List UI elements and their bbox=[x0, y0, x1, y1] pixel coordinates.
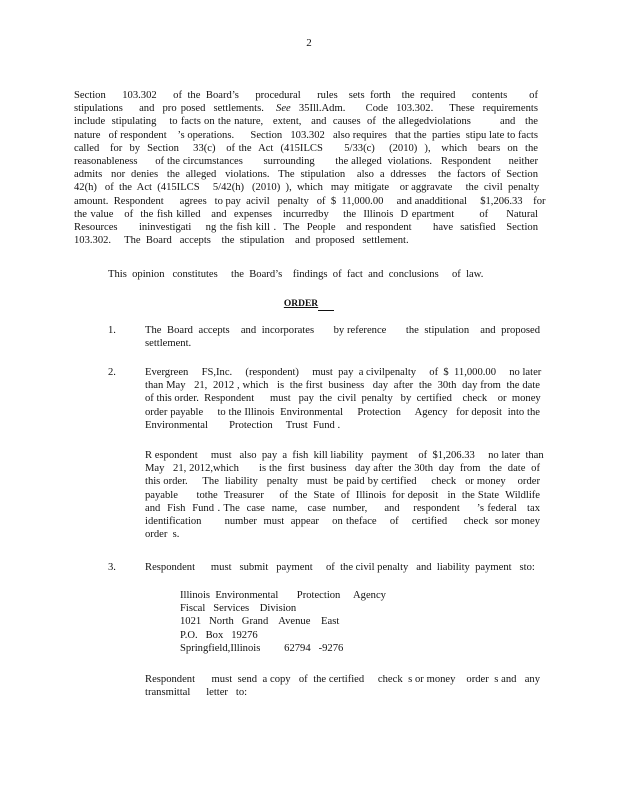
item-line: The Board accepts and incorporates by reference the stipulation and proposed bbox=[145, 325, 540, 336]
item-line: settlement. bbox=[145, 338, 192, 350]
intro-line: admits nor denies the alleged violations. The stipulation also a ddresses the factors of Section bbox=[74, 169, 538, 181]
intro-line: 42(h) of the Act (415ILCS 5/42(h) (2010) ), which may mitigate or aggravate the civil penalty bbox=[74, 182, 540, 194]
item-line: Environmental Protection Trust Fund . bbox=[145, 419, 341, 431]
address-line: P.O. Box 19276 bbox=[180, 629, 258, 641]
item-line: May 21, 2012,which is the first business day after the 30th day from the date of bbox=[145, 463, 540, 475]
order-item-2-liability bbox=[145, 449, 544, 541]
order-item-1 bbox=[145, 324, 540, 350]
item-number-1: 1. bbox=[108, 325, 116, 336]
item-line: Respondent must submit payment of the civil penalty and liability payment sto: bbox=[145, 562, 535, 573]
intro-line: Resources ininvestigati ng the fish kill . The People and respondent have satisfied Section bbox=[74, 221, 538, 233]
mailing-address bbox=[180, 589, 480, 655]
address-line: 1021 North Grand Avenue East bbox=[180, 616, 340, 628]
intro-line: amount. Respondent agrees to pay acivil penalty of $ 11,000.00 and anadditional $1,206.33 for bbox=[74, 195, 546, 207]
citation-signal: See bbox=[276, 103, 291, 115]
address-line: Illinois Environmental Protection Agency bbox=[180, 590, 386, 601]
address-line: Fiscal Services Division bbox=[180, 603, 297, 615]
order-item-3 bbox=[145, 561, 540, 574]
item-line: this order. The liability penalty must be paid by certified check or money order bbox=[145, 476, 540, 488]
conclusion-paragraph bbox=[108, 268, 548, 281]
intro-line: Section 103.302 of the Board’s procedural rules sets forth the required contents of bbox=[74, 90, 538, 101]
intro-line: include stipulating to facts on the nature, extent, and causes of the allegedviolations and the bbox=[74, 116, 538, 128]
intro-paragraph bbox=[74, 89, 546, 247]
item-line: order payable to the Illinois Environmental Protection Agency for deposit into the bbox=[145, 406, 540, 418]
closing-paragraph bbox=[145, 673, 540, 699]
page-number: 2 bbox=[306, 37, 312, 49]
item-line: identification number must appear on theface of certified check sor money bbox=[145, 515, 540, 527]
item-line: R espondent must also pay a fish kill liability payment of $1,206.33 no later than bbox=[145, 450, 544, 461]
order-heading bbox=[0, 298, 618, 311]
order-heading-text: ORDER bbox=[283, 299, 319, 309]
address-line: Springfield,Illinois 62794 -9276 bbox=[180, 642, 344, 654]
intro-line: called for by Section 33(c) of the Act (415ILCS 5/33(c) (2010) ), which bears on the bbox=[74, 142, 538, 154]
item-number-3: 3. bbox=[108, 562, 116, 573]
intro-line: stipulations and pro posed settlements. See 35Ill.Adm. Code 103.302. These requirements bbox=[74, 103, 538, 115]
item-line: Evergreen FS,Inc. (respondent) must pay a civilpenalty of $ 11,000.00 no later bbox=[145, 367, 542, 378]
item-line: than May 21, 2012 , which is the first business day after the 30th day from the date bbox=[145, 380, 540, 392]
intro-line: 103.302. The Board accepts the stipulation and proposed settlement. bbox=[74, 235, 409, 247]
closing-line: transmittal letter to: bbox=[145, 687, 248, 699]
heading-underline bbox=[318, 300, 334, 311]
closing-line: Respondent must send a copy of the certified check s or money order s and any bbox=[145, 674, 540, 685]
intro-line: reasonableness of the circumstances surrounding the alleged violations. Respondent neither bbox=[74, 155, 538, 167]
item-line: order s. bbox=[145, 529, 180, 541]
conclusion-text: This opinion constitutes the Board’s findings of fact and conclusions of law. bbox=[108, 269, 484, 280]
item-line: of this order. Respondent must pay the civil penalty by certified check or money bbox=[145, 393, 541, 405]
intro-line: the value of the fish killed and expenses incurredby the Illinois D epartment of Natural bbox=[74, 208, 538, 220]
order-item-2 bbox=[145, 366, 540, 432]
item-line: and Fish Fund . The case name, case number, and respondent ’s federal tax bbox=[145, 502, 540, 514]
intro-line: nature of respondent ’s operations. Section 103.302 also requires that the parties stipu late to facts bbox=[74, 129, 538, 141]
item-line: payable tothe Treasurer of the State of Illinois for deposit in the State Wildlife bbox=[145, 489, 540, 501]
item-number-2: 2. bbox=[108, 367, 116, 378]
